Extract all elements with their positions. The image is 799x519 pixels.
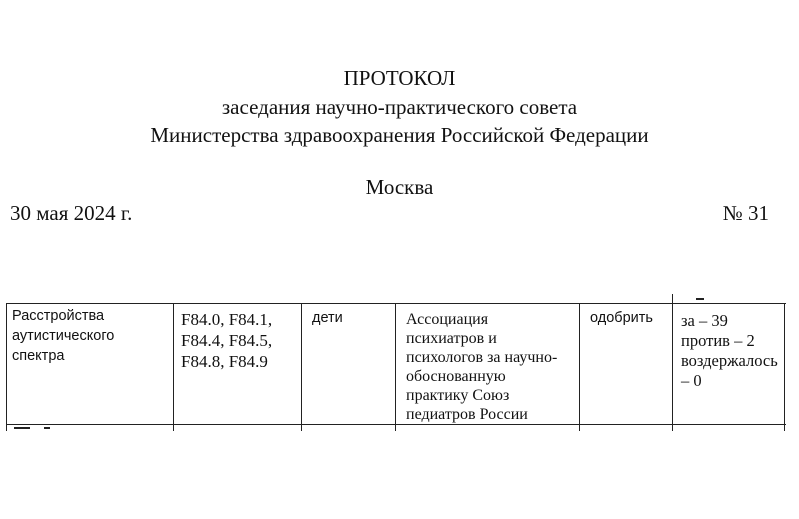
cell-text-line: воздержалось xyxy=(681,351,778,370)
cell-text-line: – 0 xyxy=(681,371,702,390)
cell-diagnosis xyxy=(12,306,114,366)
cell-text-line: F84.4, F84.5, xyxy=(181,331,273,350)
cell-text-line: педиатров России xyxy=(406,406,528,423)
cell-text-line: Ассоциация xyxy=(406,311,489,328)
cell-text-line: практику Союз xyxy=(406,387,510,404)
cell-icd-codes xyxy=(181,309,272,372)
cell-text-line: психологов за научно- xyxy=(406,349,558,366)
table-border-col-5 xyxy=(672,294,673,431)
cropped-text-fragment xyxy=(44,427,50,429)
table-border-left xyxy=(6,303,7,431)
cell-votes xyxy=(681,311,778,391)
cell-text-line: дети xyxy=(312,310,343,326)
cell-decision xyxy=(590,308,653,328)
table-border-col-3 xyxy=(395,303,396,431)
table-border-col-1 xyxy=(173,303,174,431)
table-top-border xyxy=(6,303,786,304)
document-subtitle-meeting: заседания научно-практического совета xyxy=(221,95,578,119)
cell-text-line: одобрить xyxy=(590,310,653,326)
table-border-col-4 xyxy=(579,303,580,431)
cropped-text-fragment xyxy=(696,298,704,300)
cell-text-line: за – 39 xyxy=(681,311,728,330)
document-subtitle-ministry: Министерства здравоохранения Российской Федерации xyxy=(150,123,649,147)
cell-text-line: против – 2 xyxy=(681,331,755,350)
document-city: Москва xyxy=(365,175,434,199)
table-bottom-border xyxy=(6,424,786,425)
document-number: № 31 xyxy=(722,201,769,225)
cell-text-line: F84.0, F84.1, xyxy=(181,310,273,329)
cell-text-line: психиатров и xyxy=(406,330,497,347)
cell-text-line: обоснованную xyxy=(406,368,506,385)
cell-text-line: F84.8, F84.9 xyxy=(181,352,268,371)
cell-age-group xyxy=(312,308,343,328)
document-title: ПРОТОКОЛ xyxy=(343,66,456,90)
cell-developers xyxy=(406,310,557,424)
cell-text-line: Расстройства xyxy=(12,308,105,324)
protocol-table xyxy=(0,298,799,430)
cell-text-line: аутистического xyxy=(12,328,115,344)
table-border-col-2 xyxy=(301,303,302,431)
cell-text-line: спектра xyxy=(12,348,65,364)
cropped-text-fragment xyxy=(14,427,30,429)
table-border-right xyxy=(784,303,785,431)
document-date: 30 мая 2024 г. xyxy=(10,201,133,225)
